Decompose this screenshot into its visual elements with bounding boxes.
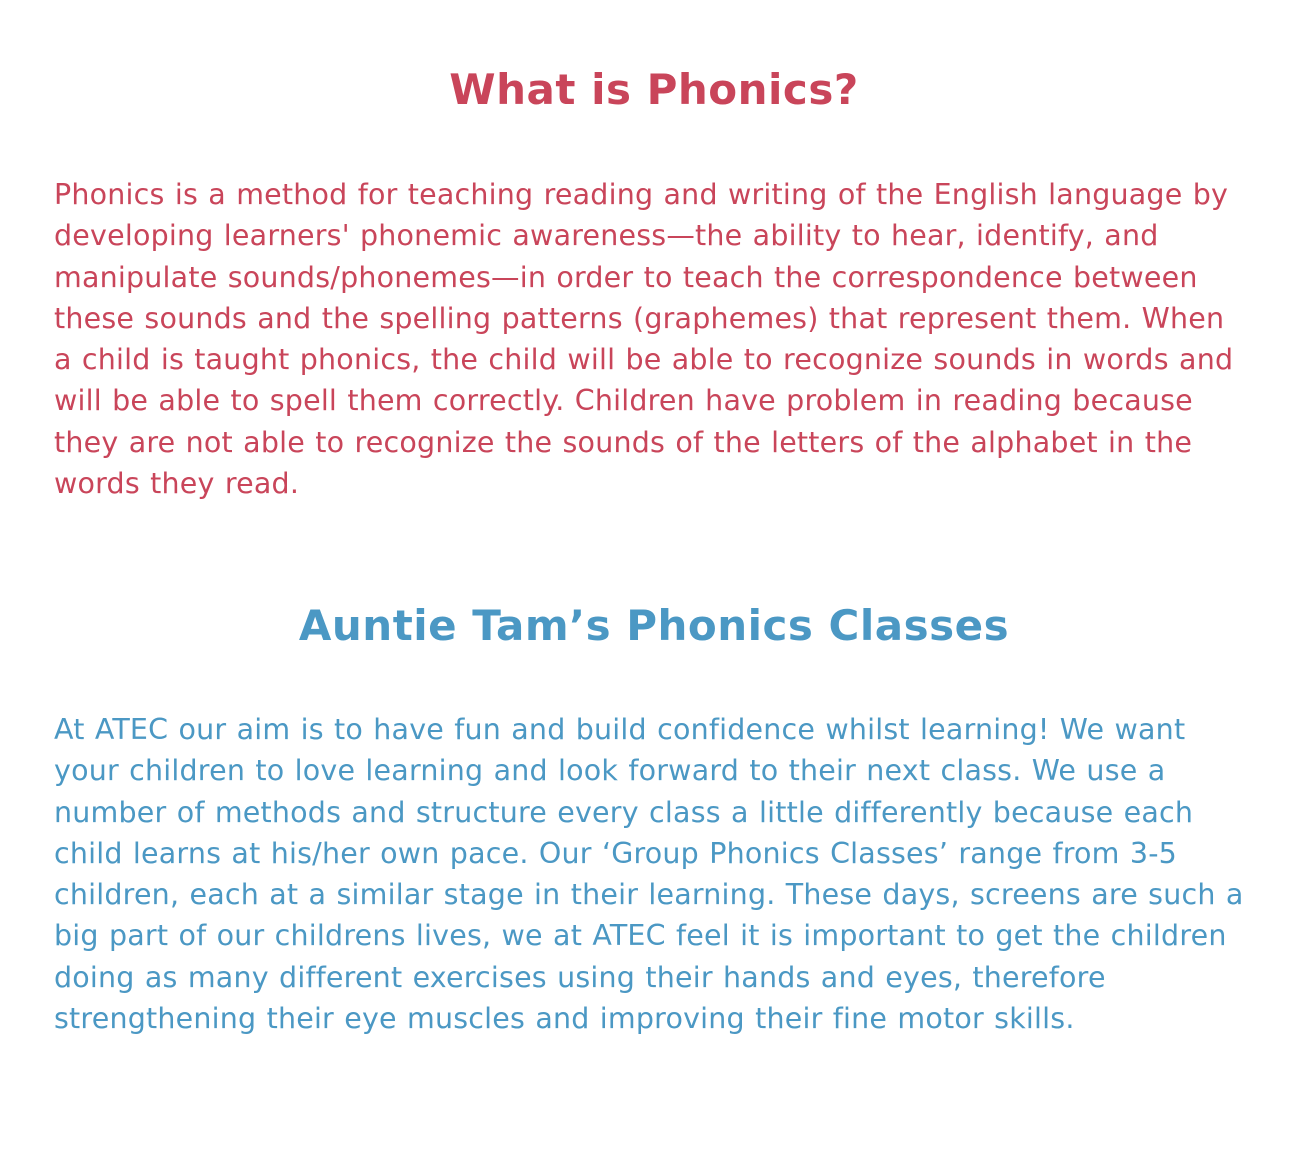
phonics-paragraph-line: developing learners' phonemic awareness—the ability to hear, identify, and bbox=[54, 219, 1159, 253]
phonics-paragraph-line: will be able to spell them correctly. Children have problem in reading because bbox=[54, 384, 1193, 418]
phonics-paragraph bbox=[54, 174, 1254, 504]
phonics-paragraph-line: these sounds and the spelling patterns (graphemes) that represent them. When bbox=[54, 301, 1225, 335]
phonics-section bbox=[54, 64, 1254, 504]
classes-paragraph-line: child learns at his/her own pace. Our ‘Group Phonics Classes’ range from 3-5 bbox=[54, 836, 1178, 870]
classes-paragraph-line: At ATEC our aim is to have fun and build confidence whilst learning! We want bbox=[54, 713, 1186, 746]
phonics-paragraph-line: words they read. bbox=[54, 467, 300, 501]
classes-paragraph bbox=[54, 709, 1254, 1039]
classes-paragraph-line: strengthening their eye muscles and improving their fine motor skills. bbox=[54, 1002, 1075, 1036]
classes-paragraph-line: number of methods and structure every class a little differently because each bbox=[54, 795, 1194, 829]
phonics-heading: What is Phonics? bbox=[449, 65, 859, 114]
classes-paragraph-line: doing as many different exercises using their hands and eyes, therefore bbox=[54, 960, 1106, 994]
classes-paragraph-line: your children to love learning and look forward to their next class. We use a bbox=[54, 754, 1166, 788]
phonics-paragraph-line: manipulate sounds/phonemes—in order to teach the correspondence between bbox=[54, 260, 1198, 294]
phonics-paragraph-line: a child is taught phonics, the child will be able to recognize sounds in words and bbox=[54, 343, 1234, 377]
classes-heading: Auntie Tam’s Phonics Classes bbox=[298, 601, 1010, 650]
phonics-paragraph-line: Phonics is a method for teaching reading and writing of the English language by bbox=[54, 178, 1229, 211]
classes-paragraph-line: children, each at a similar stage in their learning. These days, screens are such a bbox=[54, 878, 1244, 912]
classes-paragraph-line: big part of our childrens lives, we at ATEC feel it is important to get the children bbox=[54, 919, 1227, 953]
phonics-paragraph-line: they are not able to recognize the sounds of the letters of the alphabet in the bbox=[54, 425, 1193, 459]
classes-section bbox=[54, 600, 1254, 1039]
